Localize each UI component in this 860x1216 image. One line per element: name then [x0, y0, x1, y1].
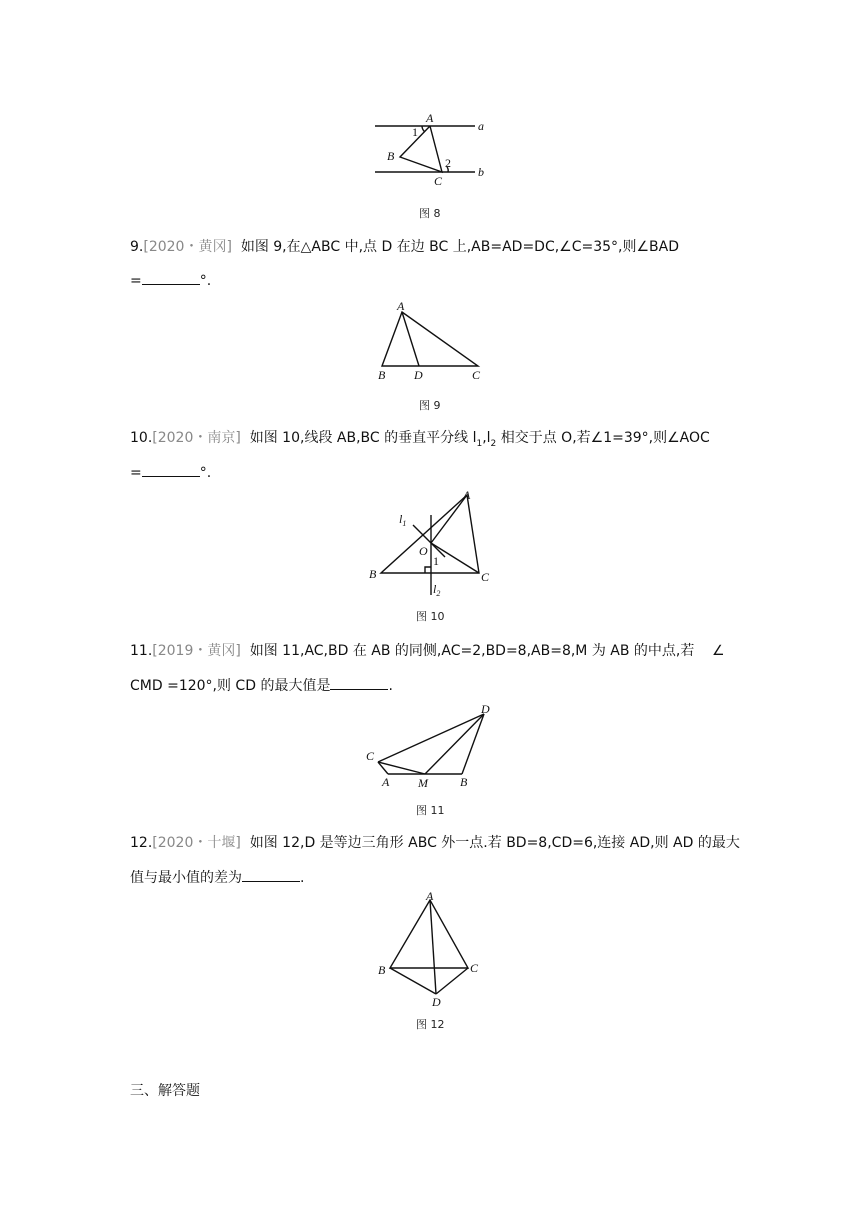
question-9-answer-blank[interactable]	[142, 270, 200, 285]
figure-12-caption: 图 12	[416, 1018, 445, 1031]
label-D: D	[481, 702, 490, 716]
label-O: O	[419, 544, 428, 558]
question-9-unit: °.	[199, 273, 212, 289]
label-A: A	[426, 890, 434, 903]
segment-oa	[431, 495, 467, 543]
triangle-abc	[390, 900, 468, 968]
figure-12	[374, 890, 494, 1012]
segment-cd	[436, 968, 468, 994]
question-9-equals: =	[130, 273, 142, 289]
label-M: M	[418, 776, 428, 790]
question-11-number: 11.	[130, 643, 153, 659]
question-11-line-2	[130, 675, 393, 696]
triangle-abc	[400, 126, 442, 172]
question-10-line-1	[130, 428, 710, 454]
label-l2-main: l	[433, 582, 437, 596]
segment-ad	[402, 312, 419, 366]
label-C: C	[470, 961, 479, 975]
label-line-b: b	[478, 165, 484, 179]
segment-md	[425, 714, 484, 774]
label-B: B	[460, 775, 468, 789]
label-D: D	[432, 995, 441, 1009]
figure-11-diagram	[362, 700, 502, 792]
segment-cm	[378, 762, 425, 774]
question-10-sub-1: 1	[476, 438, 483, 449]
label-line-a: a	[478, 119, 484, 133]
label-C: C	[472, 368, 481, 382]
label-angle-2: 2	[445, 156, 451, 170]
question-10-answer-blank[interactable]	[142, 462, 200, 477]
question-11-answer-blank[interactable]	[330, 675, 388, 690]
question-12-line-2	[130, 867, 304, 888]
label-angle-1: 1	[433, 554, 439, 568]
question-12-number: 12.	[130, 835, 153, 851]
label-l1-sub: 1	[402, 519, 407, 528]
label-l1	[399, 512, 406, 528]
question-11-source: [2019・黄冈]	[152, 643, 241, 659]
right-angle-mark	[425, 567, 431, 573]
question-11-angle-symbol: ∠	[712, 643, 725, 659]
question-9-number: 9.	[130, 239, 144, 255]
figure-8-diagram	[370, 112, 500, 188]
question-9-source: [2020・黄冈]	[143, 239, 232, 255]
question-11-line-1	[130, 641, 694, 661]
question-11-text-2: CMD =120°,则 CD 的最大值是	[130, 678, 331, 694]
label-C: C	[481, 570, 490, 584]
label-C: C	[434, 174, 443, 188]
label-B: B	[378, 963, 386, 977]
question-10-sub-2: 2	[490, 438, 497, 449]
question-12-source: [2020・十堰]	[152, 835, 241, 851]
question-12-answer-blank[interactable]	[242, 867, 300, 882]
question-9-line-1	[130, 237, 679, 257]
triangle-abc	[382, 312, 478, 366]
triangle-abc	[381, 495, 479, 573]
question-10-equals: =	[130, 465, 142, 481]
figure-8-caption: 图 8	[419, 207, 441, 220]
angle-1-arc	[422, 126, 425, 132]
label-A: A	[397, 300, 405, 313]
question-11-period: .	[388, 678, 393, 694]
label-B: B	[378, 368, 386, 382]
figure-8	[370, 112, 500, 188]
label-C: C	[366, 749, 375, 763]
figure-10	[365, 485, 500, 600]
question-10-number: 10.	[130, 430, 153, 446]
figure-11	[362, 700, 502, 792]
question-10-unit: °.	[199, 465, 212, 481]
label-B: B	[369, 567, 377, 581]
figure-9	[372, 300, 492, 382]
question-12-period: .	[300, 870, 305, 886]
figure-9-diagram	[372, 300, 492, 382]
label-A: A	[382, 775, 390, 789]
question-9-text: 如图 9,在△ABC 中,点 D 在边 BC 上,AB=AD=DC,∠C=35°,则∠BAD	[240, 239, 680, 255]
label-angle-1: 1	[412, 125, 418, 139]
figure-9-caption: 图 9	[419, 399, 441, 412]
question-10-line-2	[130, 462, 211, 483]
label-l1-main: l	[399, 512, 403, 526]
figure-10-diagram	[365, 485, 500, 600]
segment-bd	[390, 968, 436, 994]
section-heading: 三、解答题	[130, 1083, 200, 1099]
figure-10-caption: 图 10	[416, 610, 445, 623]
segment-cd	[378, 714, 484, 762]
question-12-line-1	[130, 833, 740, 853]
question-10-text-c: 相交于点 O,若∠1=39°,则∠AOC	[496, 430, 710, 446]
question-10-text-b: ,l	[482, 430, 491, 446]
label-l2	[433, 582, 440, 598]
label-D: D	[414, 368, 423, 382]
figure-11-caption: 图 11	[416, 804, 445, 817]
label-l2-sub: 2	[436, 589, 441, 598]
question-11-text: 如图 11,AC,BD 在 AB 的同侧,AC=2,BD=8,AB=8,M 为 AB 的中点,若	[249, 643, 695, 659]
question-10-text-a: 如图 10,线段 AB,BC 的垂直平分线 l	[249, 430, 477, 446]
label-B: B	[387, 149, 395, 163]
question-12-text-2: 值与最小值的差为	[130, 870, 242, 886]
label-A: A	[463, 488, 471, 502]
question-10-source: [2020・南京]	[152, 430, 241, 446]
figure-12-diagram	[374, 890, 494, 1012]
question-12-text: 如图 12,D 是等边三角形 ABC 外一点.若 BD=8,CD=6,连接 AD,则 AD 的最大	[249, 835, 740, 851]
label-A: A	[426, 112, 434, 125]
question-9-line-2	[130, 270, 211, 291]
segment-ad	[430, 900, 436, 994]
